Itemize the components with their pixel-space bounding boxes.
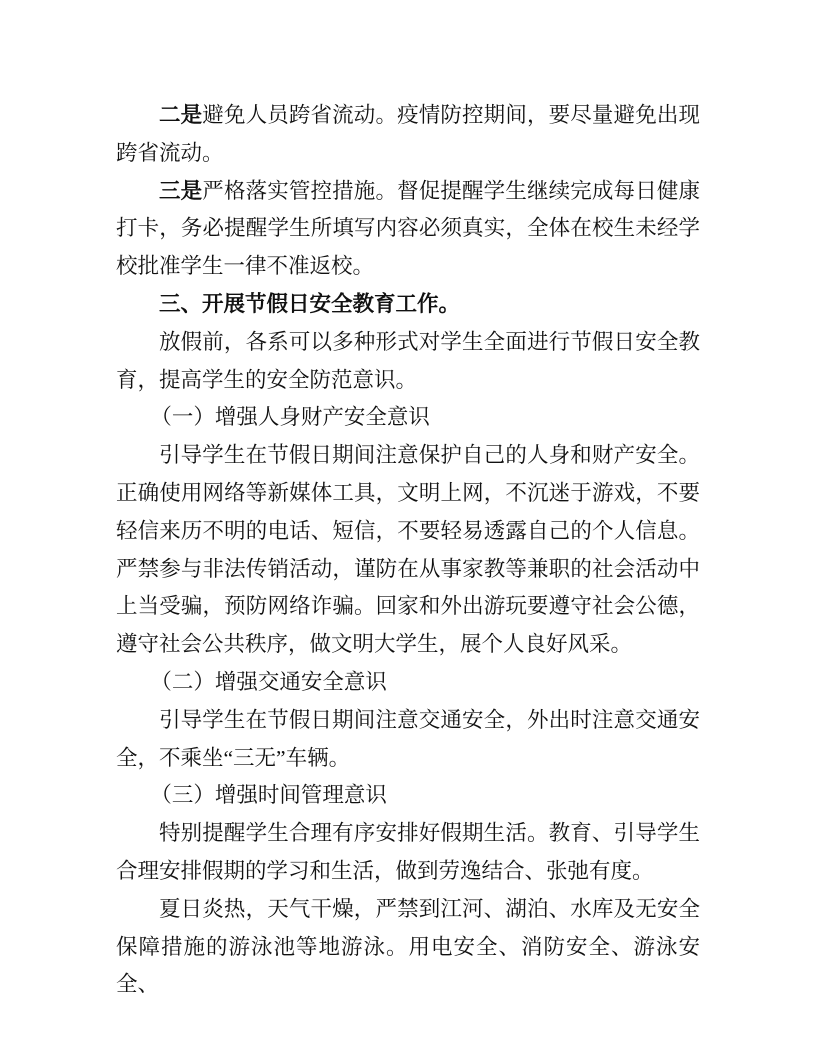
paragraph-personal-property-safety <box>116 437 700 664</box>
paragraph-text: 引导学生在节假日期间注意保护自己的人身和财产安全。正确使用网络等新媒体工具，文明上网，不沉迷于游戏，不要轻信来历不明的电话、短信，不要轻易透露自己的个人信息。严禁参与非法传销活动，谨防在从事家教等兼职的社会活动中上当受骗，预防网络诈骗。回家和外出游玩要遵守社会公德，遵守社会公共秩序，做文明大学生，展个人良好风采。 <box>116 443 700 657</box>
subheading-text: （三）增强时间管理意识 <box>150 783 387 808</box>
subheading-text: （一）增强人身财产安全意识 <box>150 405 430 430</box>
subheading-personal-property-safety <box>116 399 700 437</box>
section-heading-three <box>116 286 700 324</box>
paragraph-text: 特别提醒学生合理有序安排好假期生活。教育、引导学生合理安排假期的学习和生活，做到劳逸结合、张弛有度。 <box>116 821 700 883</box>
paragraph-summer-safety <box>116 891 700 1004</box>
paragraph-text: 严格落实管控措施。督促提醒学生继续完成每日健康打卡，务必提醒学生所填写内容必须真实，全体在校生未经学校批准学生一律不准返校。 <box>116 178 700 279</box>
paragraph-lead: 三是 <box>159 178 203 203</box>
paragraph-before-holiday <box>116 324 700 400</box>
subheading-traffic-safety <box>116 664 700 702</box>
heading-text: 三、开展节假日安全教育工作。 <box>159 291 461 316</box>
paragraph-lead: 二是 <box>159 103 203 127</box>
subheading-time-management <box>116 777 700 815</box>
paragraph-text: 放假前，各系可以多种形式对学生全面进行节假日安全教育，提高学生的安全防范意识。 <box>116 329 700 392</box>
document-body <box>116 97 700 1004</box>
paragraph-point-two <box>116 97 700 173</box>
paragraph-text: 引导学生在节假日期间注意交通安全，外出时注意交通安全，不乘坐“三无”车辆。 <box>116 707 700 770</box>
paragraph-traffic-safety <box>116 702 700 778</box>
subheading-text: （二）增强交通安全意识 <box>150 669 387 694</box>
paragraph-time-management <box>116 815 700 891</box>
paragraph-text: 夏日炎热，天气干燥，严禁到江河、湖泊、水库及无安全保障措施的游泳池等地游泳。用电安全、消防安全、游泳安全、 <box>116 896 700 997</box>
paragraph-point-three <box>116 173 700 286</box>
paragraph-text: 避免人员跨省流动。疫情防控期间，要尽量避免出现跨省流动。 <box>116 103 700 165</box>
